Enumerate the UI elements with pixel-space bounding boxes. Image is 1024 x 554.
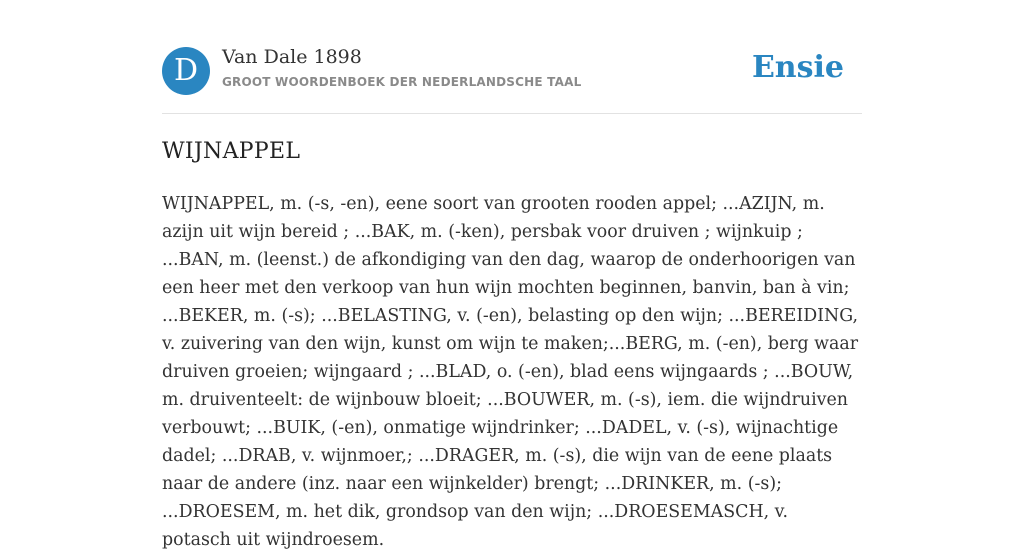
brand-logo[interactable]: Ensie xyxy=(751,50,844,85)
page xyxy=(162,0,862,550)
source-subtitle: GROOT WOORDENBOEK DER NEDERLANDSCHE TAAL xyxy=(222,75,582,89)
entry-definition: WIJNAPPEL, m. (-s, -en), eene soort van grooten rooden appel; ...AZIJN, m. azijn uit wijn bereid ; ...BAK, m. (-ken), persbak voor druiven ; wijnkuip ; ...BAN, m. (leenst.) de afkondiging van den dag, waarop de onderhoorigen van een heer met den verkoop van hun wijn mochten beginnen, banvin, ban à vin; ...BEKER, m. (-s); ...BELASTING, v. (-en), belasting op den wijn; ...BEREIDING, v. zuivering van den wijn, kunst om wijn te maken;...BERG, m. (-en), berg waar druiven groeien; wijngaard ; ...BLAD, o. (-en), blad eens wijngaards ; ...BOUW, m. druiventeelt: de wijnbouw bloeit; ...BOUWER, m. (-s), iem. die wijndruiven verbouwt; ...BUIK, (-en), onmatige wijndrinker; ...DADEL, v. (-s), wijnachtige dadel; ...DRAB, v. wijnmoer,; ...DRAGER, m. (-s), die wijn van de eene plaats naar de andere (inz. naar een wijnkelder) brengt; ...DRINKER, m. (-s); ...DROESEM, m. het dik, grondsop van den wijn; ...DROESEMASCH, v. potasch uit wijndroesem. xyxy=(162,194,859,550)
dictionary-logo-icon[interactable]: D xyxy=(162,47,210,95)
source-title[interactable]: Van Dale 1898 xyxy=(222,46,362,68)
entry-title: WIJNAPPEL xyxy=(162,139,301,164)
source-header xyxy=(162,0,862,114)
